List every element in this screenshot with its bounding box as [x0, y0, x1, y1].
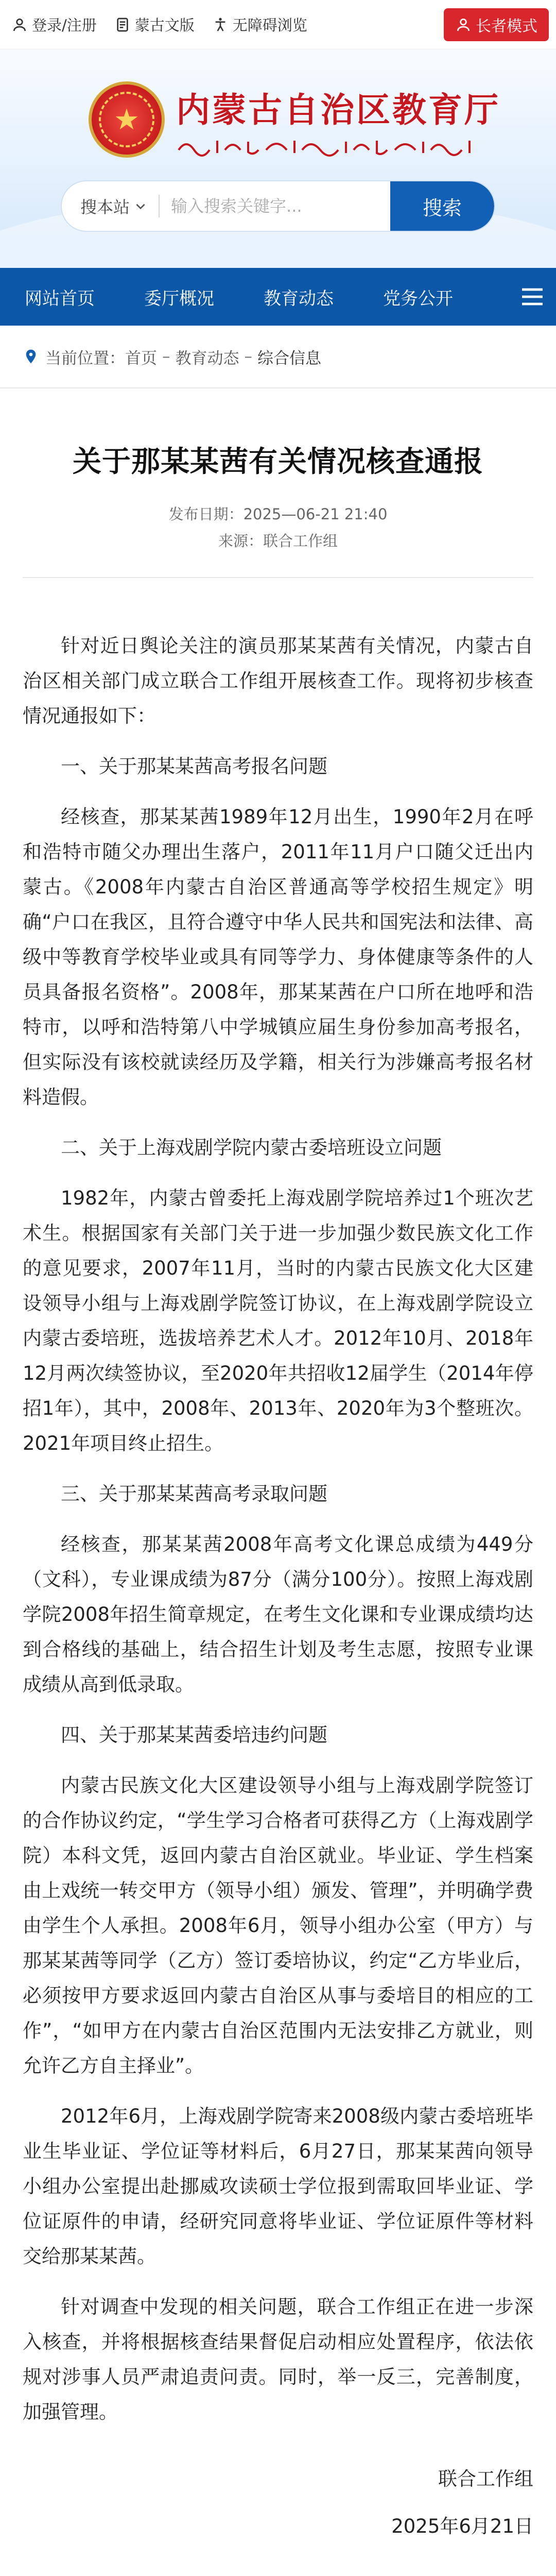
breadcrumb	[0, 326, 556, 388]
breadcrumb-education-news[interactable]: 教育动态	[175, 349, 239, 368]
menu-button[interactable]	[509, 268, 556, 326]
breadcrumb-separator: –	[244, 347, 252, 366]
nav-item-education-news[interactable]: 教育动态	[264, 288, 334, 309]
publish-date: 发布日期：2025—06-21 21:40	[168, 505, 388, 523]
top-utility-bar	[0, 0, 556, 49]
closing-paragraph: 针对调查中发现的相关问题，联合工作组正在进一步深入核查，并将根据核查结果督促启动相应处置程序，依法依规对涉事人员严肃追责问责。同时，举一反三，完善制度，加强管理。	[23, 2296, 533, 2423]
signature-date: 2025年6月21日	[391, 2515, 533, 2537]
main-nav	[0, 268, 556, 326]
elder-icon	[455, 16, 472, 33]
nav-item-overview[interactable]: 委厅概况	[144, 288, 214, 309]
login-link[interactable]	[11, 14, 97, 35]
breadcrumb-home[interactable]: 首页	[125, 349, 157, 368]
body-paragraph: 经核查，那某某茜1989年12月出生，1990年2月在呼和浩特市随父办理出生落户，2011年11月户口随父迁出内蒙古。《2008年内蒙古自治区普通高等学校招生规定》明确“户口在我区，且符合遵守中华人民共和国宪法和法律、高级中等教育学校毕业或具有同等学力、身体健康等条件的人员具备报名资格”。2008年，那某某茜在户口所在地呼和浩特市，以呼和浩特第八中学城镇应届生身份参加高考报名，但实际没有该校就读经历及学籍，相关行为涉嫌高考报名材料造假。	[23, 806, 533, 1108]
search-scope-select[interactable]	[62, 195, 160, 217]
search-input[interactable]	[160, 196, 390, 216]
emblem-logo-icon: ★	[89, 81, 165, 158]
site-title: 内蒙古自治区教育厅	[176, 89, 500, 130]
breadcrumb-general-info[interactable]: 综合信息	[257, 349, 321, 368]
hamburger-icon	[520, 286, 545, 307]
mongolian-script-title	[176, 135, 485, 157]
elder-mode-button[interactable]	[444, 8, 549, 41]
section-heading: 三、关于那某某茜高考录取问题	[61, 1483, 327, 1505]
body-paragraph: 2012年6月，上海戏剧学院寄来2008级内蒙古委培班毕业生毕业证、学位证等材料后，6月27日，那某某茜向领导小组办公室提出赴挪威攻读硕士学位报到需取回毕业证、学位证原件的申请，经研究同意将毕业证、学位证原件等材料交给那某某茜。	[23, 2105, 533, 2267]
body-paragraph: 内蒙古民族文化大区建设领导小组与上海戏剧学院签订的合作协议约定，“学生学习合格者可获得乙方（上海戏剧学院）本科文凭，返回内蒙古自治区就业。毕业证、学生档案由上戏统一转交甲方（领导小组）颁发、管理”，并明确学费由学生个人承担。2008年6月，领导小组办公室（甲方）与那某某茜等同学（乙方）签订委培协议，约定“乙方毕业后，必须按甲方要求返回内蒙古自治区从事与委培目的相应的工作”，“如甲方在内蒙古自治区范围内无法安排乙方就业，则允许乙方自主择业”。	[23, 1774, 533, 2077]
login-label: 登录/注册	[32, 16, 97, 34]
search-bar	[61, 180, 495, 232]
title-divider	[23, 577, 533, 578]
section-heading: 一、关于那某某茜高考报名问题	[61, 755, 327, 777]
breadcrumb-separator: –	[162, 347, 170, 366]
article-body	[23, 629, 533, 2430]
signature: 联合工作组	[438, 2468, 533, 2490]
article	[0, 439, 556, 2544]
intro-paragraph: 针对近日舆论关注的演员那某某茜有关情况，内蒙古自治区相关部门成立联合工作组开展核查工作。现将初步核查情况通报如下：	[23, 635, 533, 727]
nav-item-home[interactable]: 网站首页	[25, 288, 95, 309]
nav-item-party-affairs[interactable]: 党务公开	[383, 288, 453, 309]
body-paragraph: 经核查，那某某茜2008年高考文化课总成绩为449分（文科），专业课成绩为87分（满分100分）。按照上海戏剧学院2008年招生简章规定，在考生文化课和专业课成绩均达到合格线的基础上，结合招生计划及考生志愿，按照专业课成绩从高到低录取。	[23, 1533, 533, 1696]
accessibility-icon	[212, 16, 229, 33]
site-brand[interactable]	[89, 81, 500, 158]
location-pin-icon	[23, 348, 39, 365]
document-icon	[114, 16, 131, 33]
search-button[interactable]: 搜索	[390, 180, 494, 232]
mongolian-version-label: 蒙古文版	[134, 16, 195, 34]
site-header	[0, 49, 556, 268]
elder-mode-label: 长者模式	[476, 17, 537, 36]
body-paragraph: 1982年，内蒙古曾委托上海戏剧学院培养过1个班次艺术生。根据国家有关部门关于进一步加强少数民族文化工作的意见要求，2007年11月，当时的内蒙古民族文化大区建设领导小组与上海戏剧学院签订协议，在上海戏剧学院设立内蒙古委培班，选拔培养艺术人才。2012年10月、2018年12月两次续签协议，至2020年共招收12届学生（2014年停招1年），其中，2008年、2013年、2020年为3个整班次。2021年项目终止招生。	[23, 1187, 533, 1454]
mongolian-version-link[interactable]	[114, 14, 195, 35]
article-title: 关于那某某茜有关情况核查通报	[73, 445, 483, 479]
section-heading: 二、关于上海戏剧学院内蒙古委培班设立问题	[61, 1137, 442, 1159]
accessibility-link[interactable]	[212, 14, 307, 35]
user-icon	[11, 16, 28, 33]
accessibility-label: 无障碍浏览	[232, 16, 307, 34]
breadcrumb-prefix: 当前位置：	[45, 349, 125, 368]
chevron-down-icon	[134, 199, 147, 213]
article-source: 来源：联合工作组	[218, 532, 338, 550]
section-heading: 四、关于那某某茜委培违约问题	[61, 1724, 327, 1746]
search-scope-label: 搜本站	[80, 197, 130, 217]
